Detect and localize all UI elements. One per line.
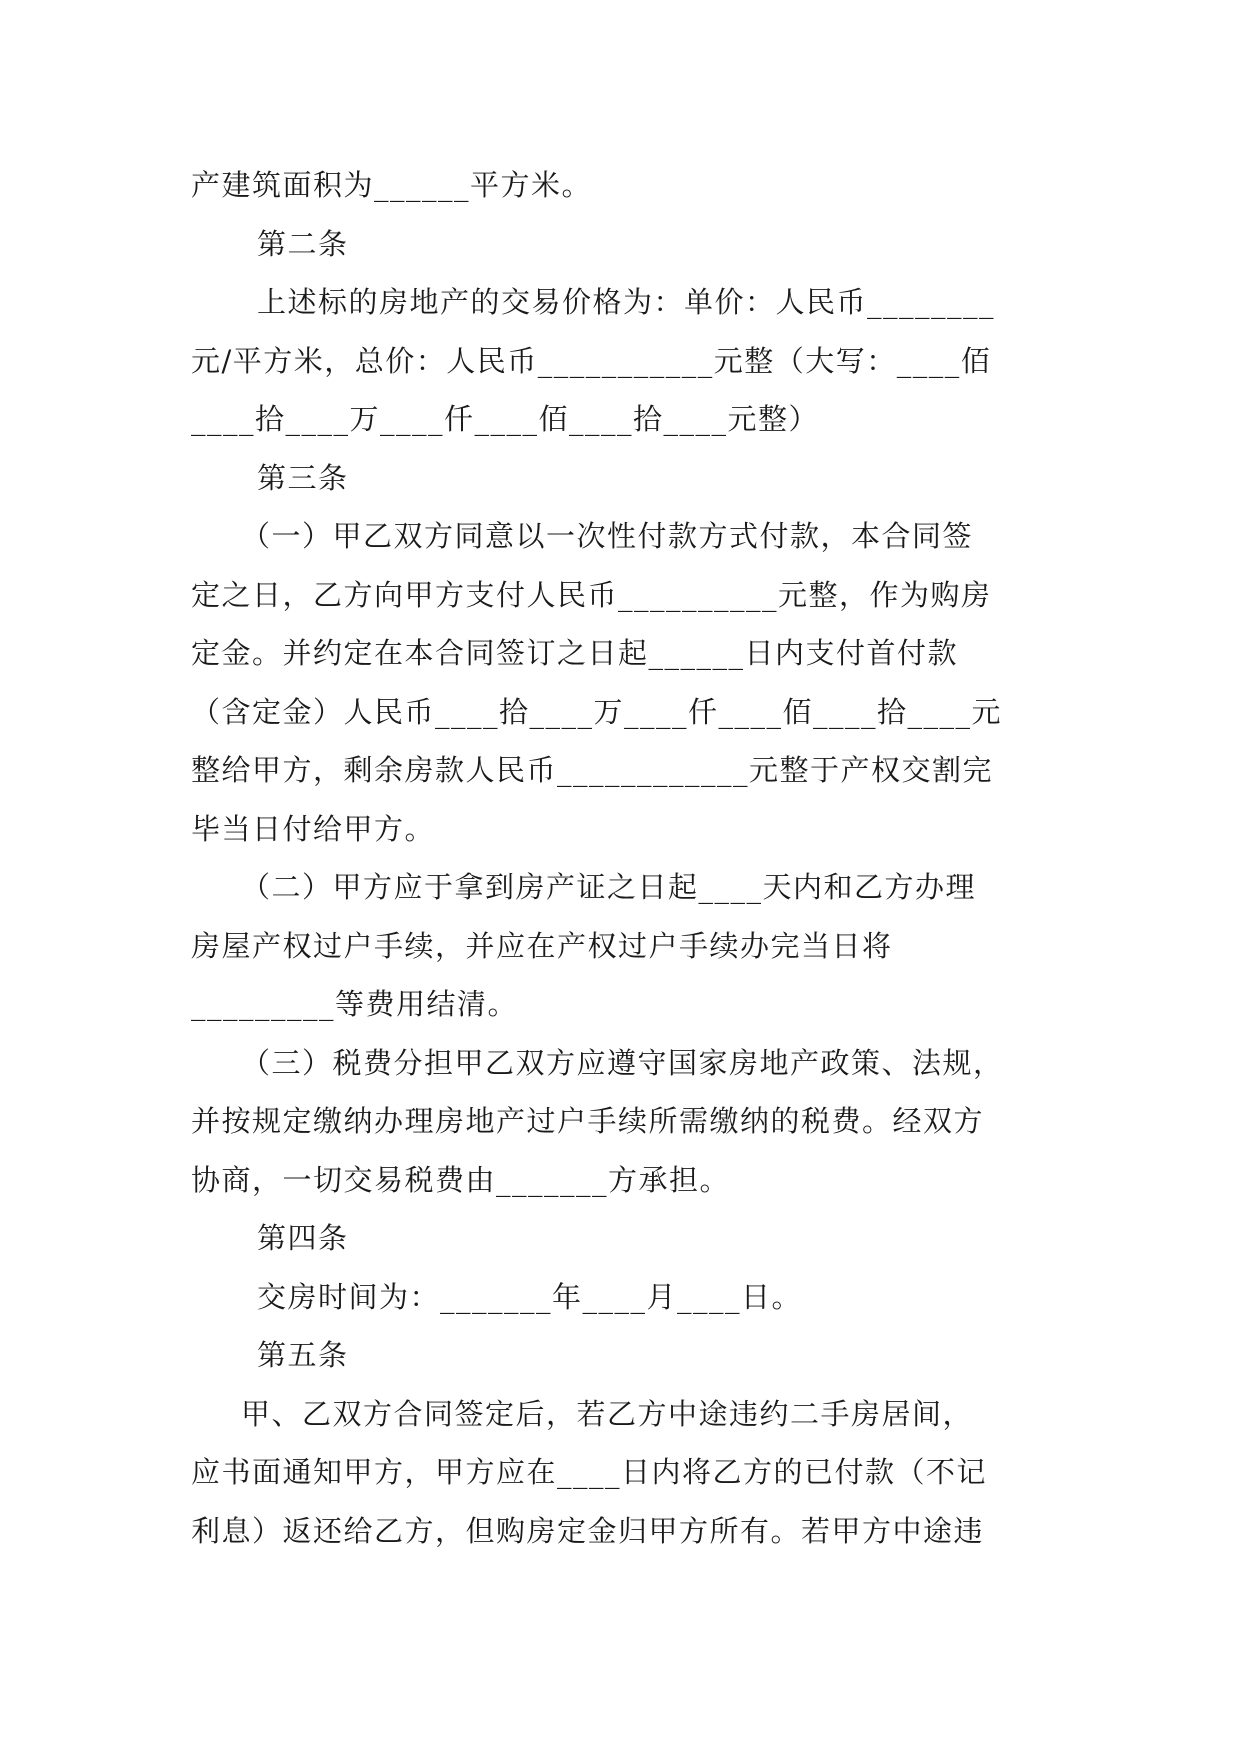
- text-line: 甲、乙双方合同签定后，若乙方中途违约二手房居间，: [241, 1396, 974, 1431]
- text-line: 定之日，乙方向甲方支付人民币__________元整，作为购房: [191, 577, 992, 612]
- text-line: （二）甲方应于拿到房产证之日起____天内和乙方办理: [241, 870, 977, 904]
- text-line: （一）甲乙双方同意以一次性付款方式付款，本合同签: [241, 519, 974, 553]
- contract-body: [191, 156, 1056, 1560]
- text-line: 定金。并约定在本合同签订之日起______日内支付首付款: [191, 636, 959, 670]
- text-line: （三）税费分担甲乙双方应遵守国家房地产政策、法规，: [241, 1045, 1004, 1080]
- text-line: 上述标的房地产的交易价格为：单价：人民币________: [257, 285, 996, 319]
- text-line: （含定金）人民币____拾____万____仟____佰____拾____元: [191, 694, 1003, 729]
- text-line: 元/平方米，总价：人民币___________元整（大写：____佰: [191, 343, 992, 378]
- section-heading-article-4: 第四条: [257, 1221, 349, 1255]
- text-line: ____拾____万____仟____佰____拾____元整）: [191, 402, 820, 436]
- text-line: 利息）返还给乙方，但购房定金归甲方所有。若甲方中途违: [191, 1513, 985, 1548]
- text-line: 应书面通知甲方，甲方应在____日内将乙方的已付款（不记: [191, 1455, 988, 1489]
- section-heading-article-5: 第五条: [257, 1338, 349, 1372]
- text-line: 并按规定缴纳办理房地产过户手续所需缴纳的税费。经双方: [191, 1104, 985, 1138]
- text-line: _________等费用结清。: [191, 987, 519, 1021]
- section-heading-article-3: 第三条: [257, 460, 349, 495]
- section-heading-article-2: 第二条: [257, 226, 349, 261]
- text-line: 协商，一切交易税费由_______方承担。: [191, 1162, 731, 1197]
- text-line: 整给甲方，剩余房款人民币____________元整于产权交割完: [191, 753, 994, 787]
- text-line: 交房时间为：_______年____月____日。: [257, 1279, 803, 1314]
- text-line: 产建筑面积为______平方米。: [191, 168, 593, 202]
- text-line: 房屋产权过户手续，并应在产权过户手续办完当日将: [191, 928, 893, 963]
- text-line: 毕当日付给甲方。: [191, 811, 436, 846]
